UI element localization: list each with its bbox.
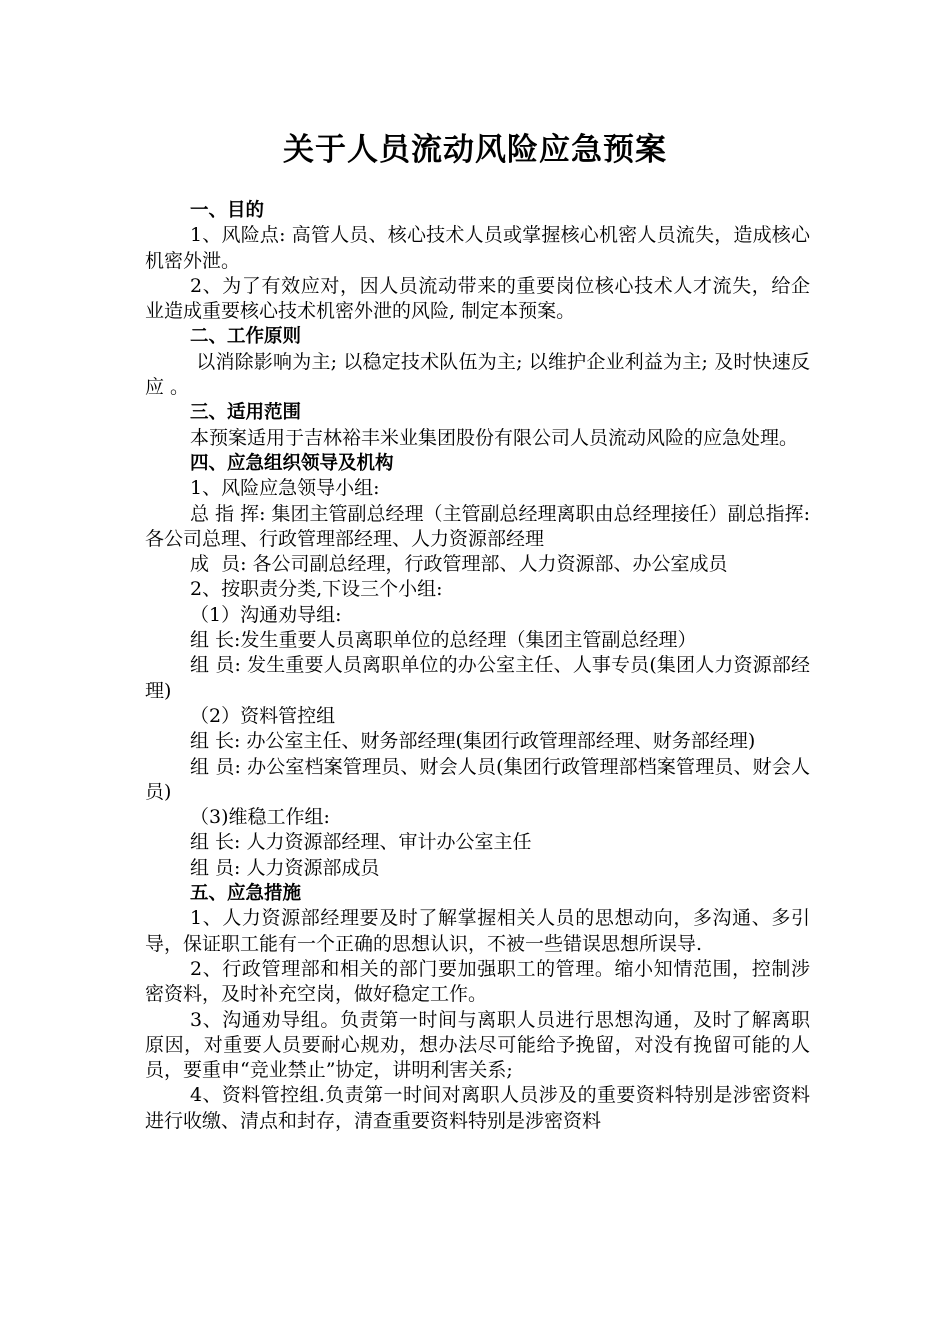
- paragraph: 4、资料管控组.负责第一时间对离职人员涉及的重要资料特别是涉密资料进行收缴、清点和封存，清查重要资料特别是涉密资料: [145, 1084, 810, 1132]
- paragraph: 3、沟通劝导组。负责第一时间与离职人员进行思想沟通，及时了解离职原因，对重要人员要耐心规劝，想办法尽可能给予挽留，对没有挽留可能的人员，要重申“竞业禁止”协定，讲明利害关系;: [145, 1008, 810, 1082]
- section-heading: 一、目的: [190, 200, 265, 221]
- paragraph: 2、按职责分类,下设三个小组:: [190, 578, 443, 601]
- section-heading: 二、工作原则: [190, 326, 302, 348]
- paragraph: 1、风险点: 高管人员、核心技术人员或掌握核心机密人员流失，造成核心机密外泄。: [145, 224, 810, 272]
- paragraph: 组 员: 办公室档案管理员、财会人员(集团行政管理部档案管理员、财会人员): [145, 755, 810, 803]
- paragraph: 1、人力资源部经理要及时了解掌握相关人员的思想动向，多沟通、多引导，保证职工能有一个正确的思想认识，不被一些错误思想所误导.: [145, 907, 810, 955]
- paragraph: 组 长:发生重要人员离职单位的总经理（集团主管副总经理）: [190, 629, 697, 652]
- paragraph: （3)维稳工作组:: [190, 806, 330, 829]
- paragraph: 组 长: 人力资源部经理、审计办公室主任: [190, 831, 532, 854]
- document-body: [145, 198, 817, 1134]
- paragraph: 2、为了有效应对，因人员流动带来的重要岗位核心技术人才流失，给企业造成重要核心技术机密外泄的风险, 制定本预案。: [145, 274, 810, 323]
- paragraph: 2、行政管理部和相关的部门要加强职工的管理。缩小知情范围，控制涉密资料，及时补充空岗，做好稳定工作。: [145, 957, 810, 1006]
- document-title: 关于人员流动风险应急预案: [283, 132, 667, 168]
- paragraph: 总 指 挥: 集团主管副总经理（主管副总经理离职由总经理接任）副总指挥: 各公司总理、行政管理部经理、人力资源部经理: [145, 502, 817, 550]
- paragraph: 成 员: 各公司副总经理，行政管理部、人力资源部、办公室成员: [190, 553, 728, 576]
- paragraph: 组 长: 办公室主任、财务部经理(集团行政管理部经理、财务部经理): [190, 730, 756, 753]
- section-heading: 五、应急措施: [190, 883, 302, 905]
- paragraph: 1、风险应急领导小组:: [190, 477, 380, 500]
- paragraph: 组 员: 人力资源部成员: [190, 856, 380, 879]
- paragraph: 组 员: 发生重要人员离职单位的办公室主任、人事专员(集团人力资源部经理): [145, 654, 810, 702]
- paragraph: 以消除影响为主; 以稳定技术队伍为主; 以维护企业利益为主; 及时快速反应 。: [145, 350, 810, 399]
- paragraph: （2）资料管控组: [190, 704, 336, 727]
- section-heading: 四、应急组织领导及机构: [190, 452, 394, 474]
- paragraph: （1）沟通劝导组:: [190, 603, 342, 626]
- paragraph: 本预案适用于吉林裕丰米业集团股份有限公司人员流动风险的应急处理。: [190, 426, 799, 449]
- section-heading: 三、适用范围: [190, 402, 302, 424]
